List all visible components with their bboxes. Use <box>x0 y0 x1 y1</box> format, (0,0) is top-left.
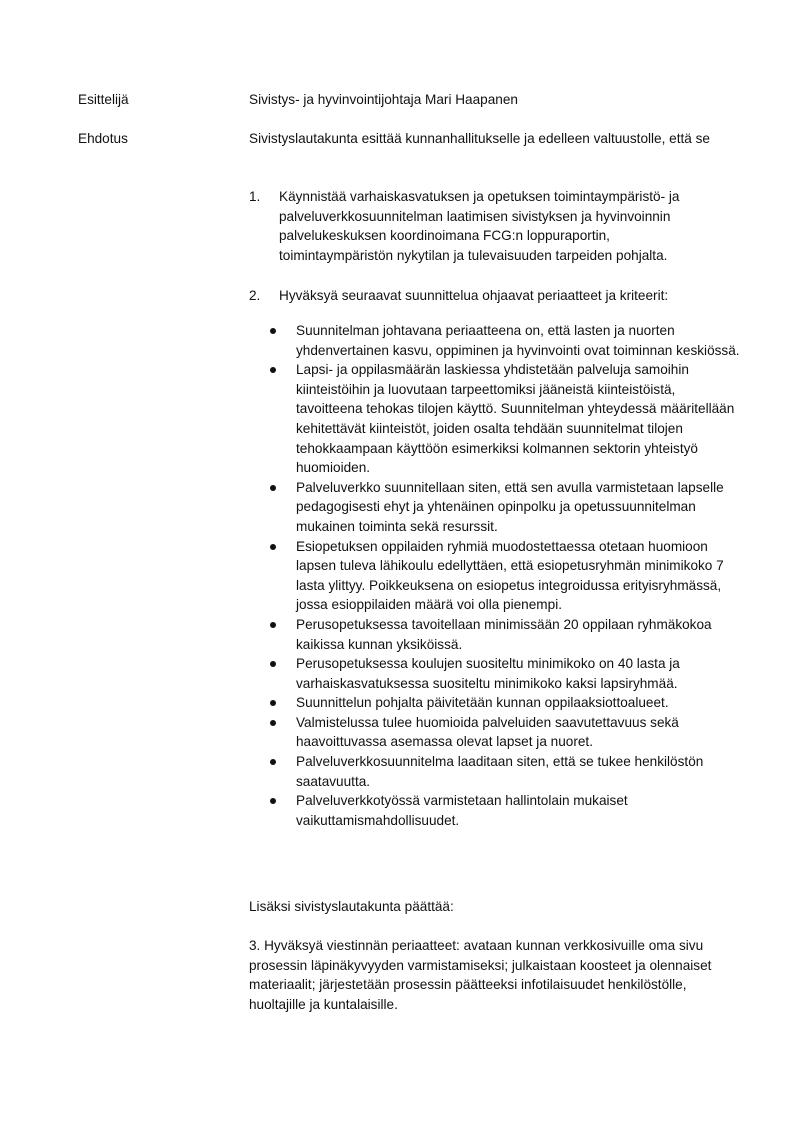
criteria-item: Esiopetuksen oppilaiden ryhmiä muodostettaessa otetaan huomioon lapsen tuleva lähikoulu edellyttäen, että esiopetusryhmän minimikoko 7 lasta ylittyy. Poikkeuksena on esiopetus integroidussa erityisryhmässä, jossa esioppilaiden määrä voi olla pienempi. <box>268 537 740 615</box>
item-text: Käynnistää varhaiskasvatuksen ja opetuksen toimintaympäristö- ja palveluverkkosuunnitelman laatimisen sivistyksen ja hyvinvoinnin palvelukeskuksen koordinoimana FCG:n loppuraportin, toimintaympäristön nykytilan ja tulevaisuuden tarpeiden pohjalta. <box>279 189 680 263</box>
additional-decision-intro: Lisäksi sivistyslautakunta päättää: <box>249 899 454 914</box>
bullet-icon <box>270 661 276 667</box>
numbered-item-1 <box>249 187 739 265</box>
bullet-icon <box>270 759 276 765</box>
bullet-icon <box>270 485 276 491</box>
bullet-icon <box>270 367 276 373</box>
item-text: Hyväksyä seuraavat suunnittelua ohjaavat periaatteet ja kriteerit: <box>279 288 669 303</box>
bullet-icon <box>270 328 276 334</box>
item-number: 2. <box>249 288 261 303</box>
criteria-list <box>268 321 740 830</box>
criteria-item: Lapsi- ja oppilasmäärän laskiessa yhdistetään palveluja samoihin kiinteistöihin ja luovutaan tarpeettomiksi jääneistä kiinteistöistä, tavoitteena tehokas tilojen käyttö. Suunnitelman yhteydessä määritellään kehitettävät kiinteistöt, joiden osalta tehdään suunnitelmat tilojen tehokkaampaan käyttöön esimerkiksi kolmannen sektorin yhteistyö huomioiden. <box>268 360 740 478</box>
bullet-icon <box>270 700 276 706</box>
bullet-icon <box>270 720 276 726</box>
bullet-icon <box>270 622 276 628</box>
criteria-item: Suunnitelman johtavana periaatteena on, että lasten ja nuorten yhdenvertainen kasvu, oppiminen ja hyvinvointi ovat toiminnan keskiössä. <box>268 321 740 360</box>
presenter-label: Esittelijä <box>78 92 129 107</box>
item-number: 1. <box>249 189 261 204</box>
bullet-icon <box>270 798 276 804</box>
numbered-item-2 <box>249 286 739 306</box>
criteria-item: Perusopetuksessa koulujen suositeltu minimikoko on 40 lasta ja varhaiskasvatuksessa suositeltu minimikoko kaksi lapsiryhmää. <box>268 654 740 693</box>
proposal-intro: Sivistyslautakunta esittää kunnanhallitukselle ja edelleen valtuustolle, että se <box>249 131 710 146</box>
criteria-item: Palveluverkko suunnitellaan siten, että sen avulla varmistetaan lapselle pedagogisesti ehyt ja yhtenäinen opinpolku ja opetussuunnitelman mukainen toiminta sekä resurssit. <box>268 478 740 537</box>
criteria-item: Suunnittelun pohjalta päivitetään kunnan oppilaaksiottoalueet. <box>268 693 740 713</box>
bullet-icon <box>270 544 276 550</box>
presenter-value: Sivistys- ja hyvinvointijohtaja Mari Haapanen <box>249 92 518 107</box>
criteria-item: Valmistelussa tulee huomioida palveluiden saavutettavuus sekä haavoittuvassa asemassa olevat lapset ja nuoret. <box>268 713 740 752</box>
criteria-item: Palveluverkkotyössä varmistetaan hallintolain mukaiset vaikuttamismahdollisuudet. <box>268 791 740 830</box>
communication-principles-item: 3. Hyväksyä viestinnän periaatteet: avataan kunnan verkkosivuille oma sivu prosessin läpinäkyvyyden varmistamiseksi; julkaistaan koosteet ja olennaiset materiaalit; järjestetään prosessin päätteeksi infotilaisuudet henkilöstölle, huoltajille ja kuntalaisille. <box>249 938 712 1012</box>
proposal-label: Ehdotus <box>78 131 128 146</box>
criteria-item: Palveluverkkosuunnitelma laaditaan siten, että se tukee henkilöstön saatavuutta. <box>268 752 740 791</box>
criteria-item: Perusopetuksessa tavoitellaan minimissään 20 oppilaan ryhmäkokoa kaikissa kunnan yksiköissä. <box>268 615 740 654</box>
